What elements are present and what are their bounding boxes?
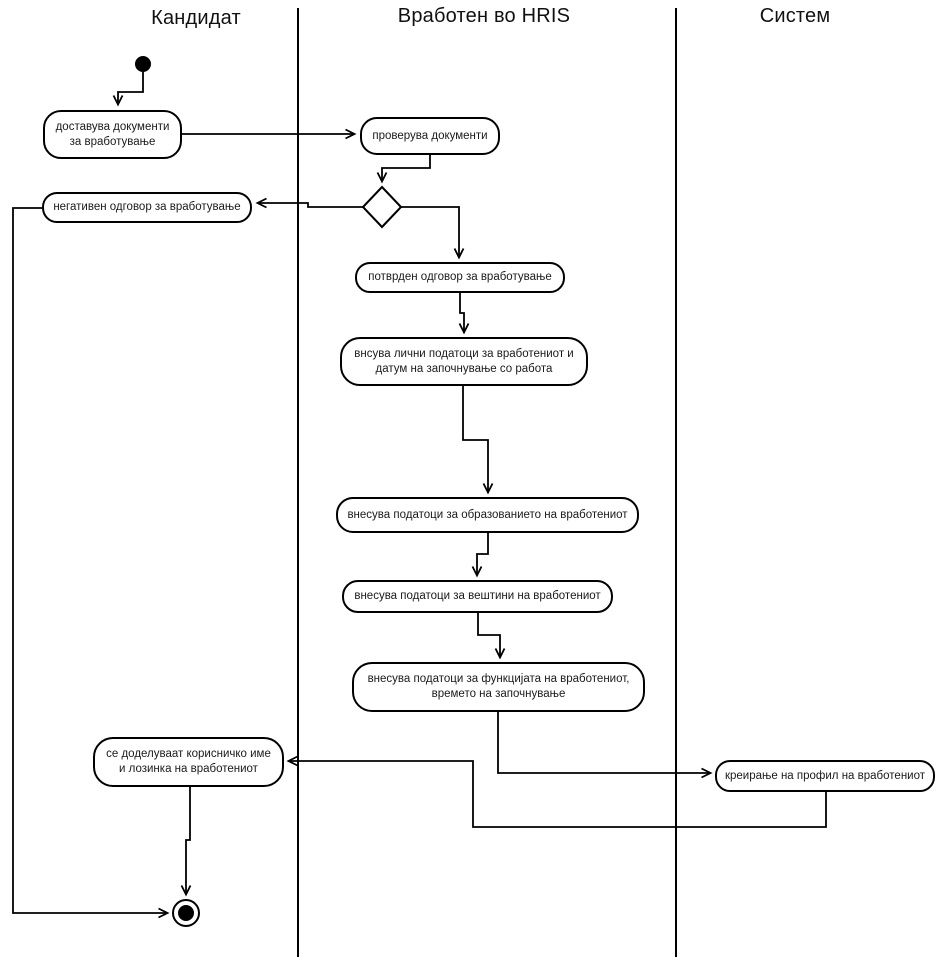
edge-decision-to-potvrden xyxy=(400,207,459,257)
lane-header-kandidat: Кандидат xyxy=(151,7,241,29)
lane-header-vraboten-vo-hris: Вработен во HRIS xyxy=(397,5,571,27)
edge-vestini-to-funkcija xyxy=(478,613,500,657)
edge-dodeluvaat-to-end xyxy=(186,787,190,894)
edge-negativen-to-end xyxy=(13,208,167,913)
activity-proveruva-dokumenti: проверува документи xyxy=(360,117,500,155)
end-node-inner-dot xyxy=(178,905,194,921)
start-node xyxy=(135,56,151,72)
activity-potvrden-odgovor: потврден одговор за вработување xyxy=(355,262,565,293)
activity-dostavuva-dokumenti: доставува документи за вработување xyxy=(43,110,182,159)
edge-decision-to-negativen xyxy=(258,203,364,207)
activity-vnesuva-funkcija: внесува податоци за функцијата на вработениот, времето на започнување xyxy=(352,662,645,712)
activity-vnesuva-obrazovanie: внесува податоци за образованието на вработениот xyxy=(336,497,639,533)
activity-kreiranje-profil: креирање на профил на вработениот xyxy=(715,760,935,792)
edge-licni-to-obrazovanie xyxy=(463,386,488,492)
edge-funkcija-to-kreiranje xyxy=(498,712,710,773)
activity-dodeluvaat-korisnicko-ime: се доделуваат корисничко име и лозинка на вработениот xyxy=(93,737,284,787)
edge-proveruva-to-decision xyxy=(382,155,430,181)
edge-start-to-dostavuva xyxy=(118,72,143,104)
decision-diamond xyxy=(363,187,401,227)
activity-vnesuva-vestini: внесува податоци за вештини на вработениот xyxy=(342,580,613,613)
activity-vnesuva-licni-podatoci: внсува лични податоци за вработениот и датум на започнување со работа xyxy=(340,337,588,386)
edge-obrazovanie-to-vestini xyxy=(477,533,488,575)
lane-header-sistem: Систем xyxy=(759,5,831,27)
activity-negativen-odgovor: негативен одговор за вработување xyxy=(42,192,252,223)
edge-potvrden-to-licni xyxy=(460,293,464,332)
end-node xyxy=(173,900,199,926)
